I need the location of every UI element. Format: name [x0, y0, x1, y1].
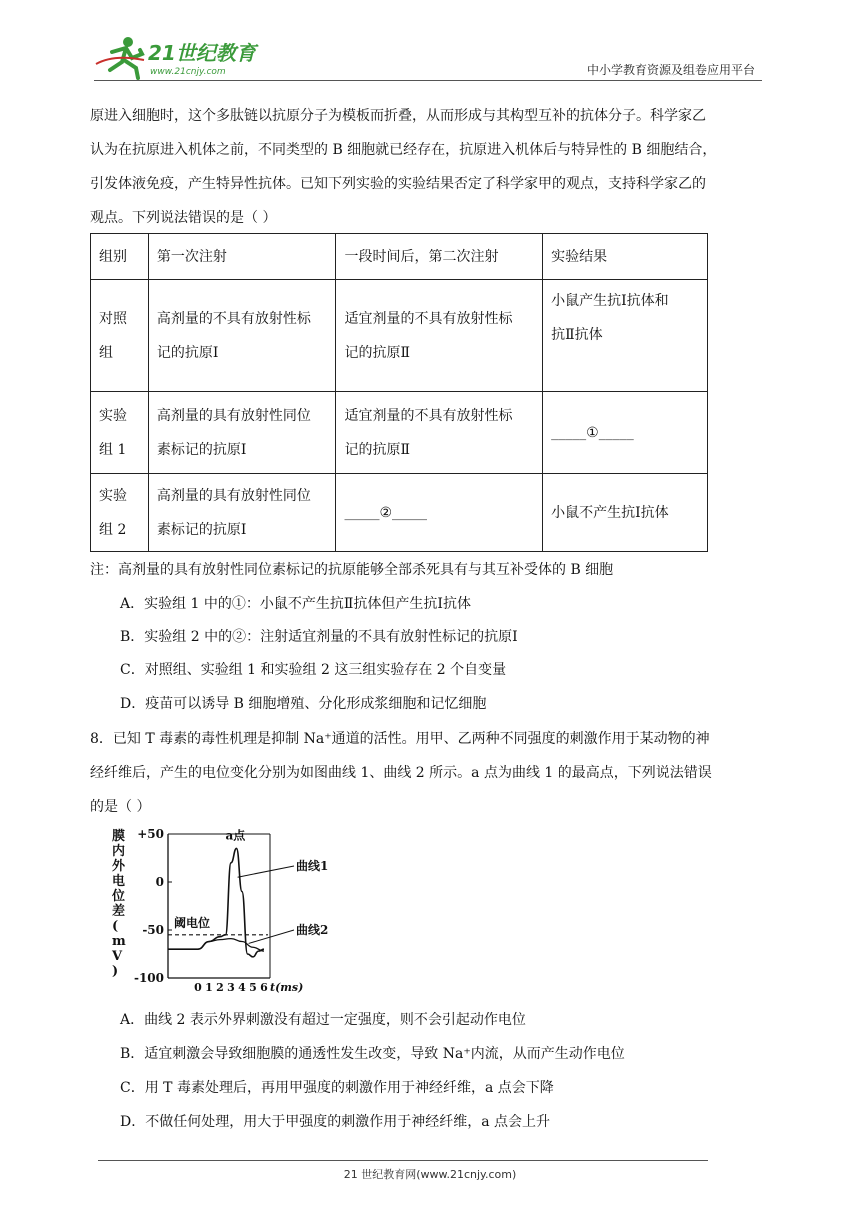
table-cell-first: 高剂量的不具有放射性标 记的抗原Ⅰ: [148, 280, 336, 392]
header-divider: [94, 80, 762, 81]
table-cell-group: 实验 组 1: [91, 392, 149, 474]
q8-line: 经纤维后，产生的电位变化分别为如图曲线 1、曲线 2 所示。a 点为曲线 1 的最高点，下列说法错误: [90, 765, 712, 781]
site-logo: [94, 34, 259, 80]
table-header-row: [91, 234, 708, 280]
table-cell-group: 对照 组: [91, 280, 149, 392]
table-row: [91, 280, 708, 392]
x-tick-label: 6: [260, 981, 268, 994]
table-cell-second: 适宜剂量的不具有放射性标 记的抗原Ⅱ: [336, 392, 543, 474]
q8-stem: [90, 722, 766, 824]
experiment-table: [90, 233, 708, 552]
y-axis-label: 膜内外电位差( m V ): [112, 829, 126, 979]
table-row: [91, 392, 708, 474]
intro-paragraph: [90, 99, 766, 235]
q7-option-d: D．疫苗可以诱导 B 细胞增殖、分化形成浆细胞和记忆细胞: [120, 696, 487, 712]
table-note: 注：高剂量的具有放射性同位素标记的抗原能够全部杀死具有与其互补受体的 B 细胞: [90, 562, 614, 578]
peak-label: a点: [225, 828, 246, 843]
membrane-potential-chart: [98, 826, 348, 996]
y-tick-label: -50: [142, 923, 164, 937]
x-tick-label: 4: [238, 981, 246, 994]
series-label-leader: [238, 866, 294, 877]
table-cell-first: 高剂量的具有放射性同位 素标记的抗原Ⅰ: [148, 474, 336, 552]
series-line-2: [168, 939, 264, 951]
footer-divider: [98, 1160, 708, 1161]
threshold-label: 阈电位: [174, 915, 211, 930]
intro-line: 认为在抗原进入机体之前，不同类型的 B 细胞就已经存在，抗原进入机体后与特异性的 B 细胞结合，: [90, 142, 717, 158]
table-row: [91, 474, 708, 552]
y-tick-label: 0: [155, 875, 164, 889]
table-cell-result: 小鼠产生抗Ⅰ抗体和 抗Ⅱ抗体: [543, 280, 708, 392]
q7-option-a: A．实验组 1 中的①：小鼠不产生抗Ⅱ抗体但产生抗Ⅰ抗体: [120, 596, 471, 612]
x-axis-label: t(ms): [270, 981, 304, 994]
runner-icon: [96, 37, 144, 78]
logo-main-text: 21世纪教育: [148, 41, 256, 65]
table-header-cell: 组别: [91, 234, 149, 280]
intro-line: 引发体液免疫，产生特异性抗体。已知下列实验的实验结果否定了科学家甲的观点，支持科学家乙的: [90, 176, 706, 192]
series-label: 曲线1: [296, 859, 329, 873]
table-cell-second: 适宜剂量的不具有放射性标 记的抗原Ⅱ: [336, 280, 543, 392]
table-cell-second: _____②_____: [336, 474, 543, 552]
intro-line: 原进入细胞时，这个多肽链以抗原分子为模板而折叠，从而形成与其构型互补的抗体分子。科学家乙: [90, 108, 706, 124]
table-header-cell: 一段时间后，第二次注射: [336, 234, 543, 280]
q7-option-c: C．对照组、实验组 1 和实验组 2 这三组实验存在 2 个自变量: [120, 662, 507, 678]
intro-line: 观点。下列说法错误的是（ ）: [90, 210, 277, 226]
series-label: 曲线2: [296, 923, 329, 937]
q8-line: 8．已知 T 毒素的毒性机理是抑制 Na⁺通道的活性。用甲、乙两种不同强度的刺激作用于某动物的神: [90, 731, 710, 747]
table-cell-group: 实验 组 2: [91, 474, 149, 552]
header-platform-text: 中小学教育资源及组卷应用平台: [586, 63, 755, 77]
table-cell-result: 小鼠不产生抗Ⅰ抗体: [543, 474, 708, 552]
table-header-cell: 第一次注射: [148, 234, 336, 280]
table-cell-result: _____①_____: [543, 392, 708, 474]
x-tick-label: 1: [205, 981, 213, 994]
y-tick-label: -100: [133, 971, 164, 985]
x-tick-label: 2: [216, 981, 224, 994]
q8-option-c: C．用 T 毒素处理后，再用甲强度的刺激作用于神经纤维，a 点会下降: [120, 1080, 554, 1096]
logo-sub-text: www.21cnjy.com: [150, 67, 226, 77]
q7-option-b: B．实验组 2 中的②：注射适宜剂量的不具有放射性标记的抗原Ⅰ: [120, 629, 518, 645]
q8-option-b: B．适宜刺激会导致细胞膜的通透性发生改变，导致 Na⁺内流，从而产生动作电位: [120, 1046, 625, 1062]
x-tick-label: 5: [249, 981, 257, 994]
x-tick-label: 0: [194, 981, 202, 994]
q8-option-d: D．不做任何处理，用大于甲强度的刺激作用于神经纤维，a 点会上升: [120, 1114, 551, 1130]
footer-text: 21 世纪教育网(www.21cnjy.com): [343, 1168, 517, 1181]
x-tick-label: 3: [227, 981, 235, 994]
series-label-leader: [249, 930, 294, 943]
table-header-cell: 实验结果: [543, 234, 708, 280]
q8-option-a: A．曲线 2 表示外界刺激没有超过一定强度，则不会引起动作电位: [120, 1012, 526, 1028]
y-tick-label: +50: [137, 827, 164, 841]
q8-line: 的是（ ）: [90, 799, 151, 815]
table-cell-first: 高剂量的具有放射性同位 素标记的抗原Ⅰ: [148, 392, 336, 474]
